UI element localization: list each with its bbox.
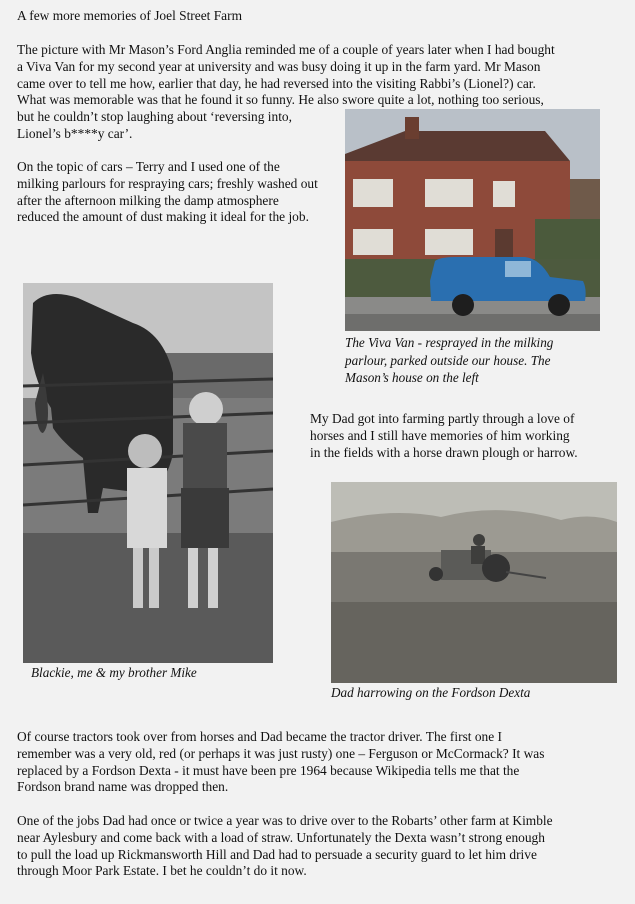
text-line: in the fields with a horse drawn plough or harrow. — [310, 444, 578, 460]
text-line: but he couldn’t stop laughing about ‘reversing into, — [17, 109, 292, 125]
text-line: horses and I still have memories of him working — [310, 427, 570, 443]
text-line: came over to tell me how, earlier that day, he had reversed into the visiting Rabbi’s (Lionel?) car. — [17, 75, 536, 91]
caption-line: Blackie, me & my brother Mike — [31, 665, 197, 680]
text-line: replaced by a Fordson Dexta - it must have been pre 1964 because Wikipedia tells me that the — [17, 762, 520, 778]
text-line: near Aylesbury and come back with a load of straw. Unfortunately the Dexta wasn’t strong enough — [17, 829, 545, 845]
horse-caption — [31, 664, 271, 682]
text-line: milking parlours for respraying cars; freshly washed out — [17, 175, 318, 191]
text-line: My Dad got into farming partly through a love of — [310, 411, 575, 426]
paragraph-respraying — [17, 159, 347, 226]
caption-line: Mason’s house on the left — [345, 370, 479, 385]
horse-photo — [23, 283, 273, 663]
text-line: reduced the amount of dust making it ideal for the job. — [17, 209, 309, 225]
page-title: A few more memories of Joel Street Farm — [17, 8, 242, 23]
text-line: remember was a very old, red (or perhaps it was just rusty) one – Ferguson or McCormack? It was — [17, 745, 545, 761]
caption-line: parlour, parked outside our house. The — [345, 352, 551, 368]
text-line: Fordson brand name was dropped then. — [17, 779, 229, 795]
text-line: The picture with Mr Mason’s Ford Anglia reminded me of a couple of years later when I had bought — [17, 42, 555, 57]
paragraph-horses — [310, 411, 620, 461]
paragraph-tractors — [17, 729, 617, 796]
van-caption — [345, 334, 615, 387]
text-line: Lionel’s b****y car’. — [17, 125, 133, 141]
tractor-caption — [331, 684, 617, 702]
text-line: Of course tractors took over from horses and Dad became the tractor driver. The first one I — [17, 729, 502, 744]
caption-line: Dad harrowing on the Fordson Dexta — [331, 685, 531, 700]
text-line: On the topic of cars – Terry and I used one of the — [17, 159, 280, 174]
caption-line: The Viva Van - resprayed in the milking — [345, 335, 554, 350]
paragraph-straw-run — [17, 813, 617, 880]
text-line: after the afternoon milking the damp atmosphere — [17, 192, 279, 208]
viva-van-photo — [345, 109, 600, 331]
text-line: through Moor Park Estate. I bet he couldn’t do it now. — [17, 863, 307, 879]
text-line: What was memorable was that he found it so funny. He also swore quite a lot, nothing too serious, — [17, 92, 544, 108]
tractor-photo — [331, 482, 617, 683]
text-line: a Viva Van for my second year at university and was busy doing it up in the farm yard. Mr Mason — [17, 58, 541, 74]
text-line: One of the jobs Dad had once or twice a year was to drive over to the Robarts’ other farm at Kimble — [17, 813, 553, 828]
text-line: to pull the load up Rickmansworth Hill and Dad had to persuade a security guard to let him drive — [17, 846, 537, 862]
